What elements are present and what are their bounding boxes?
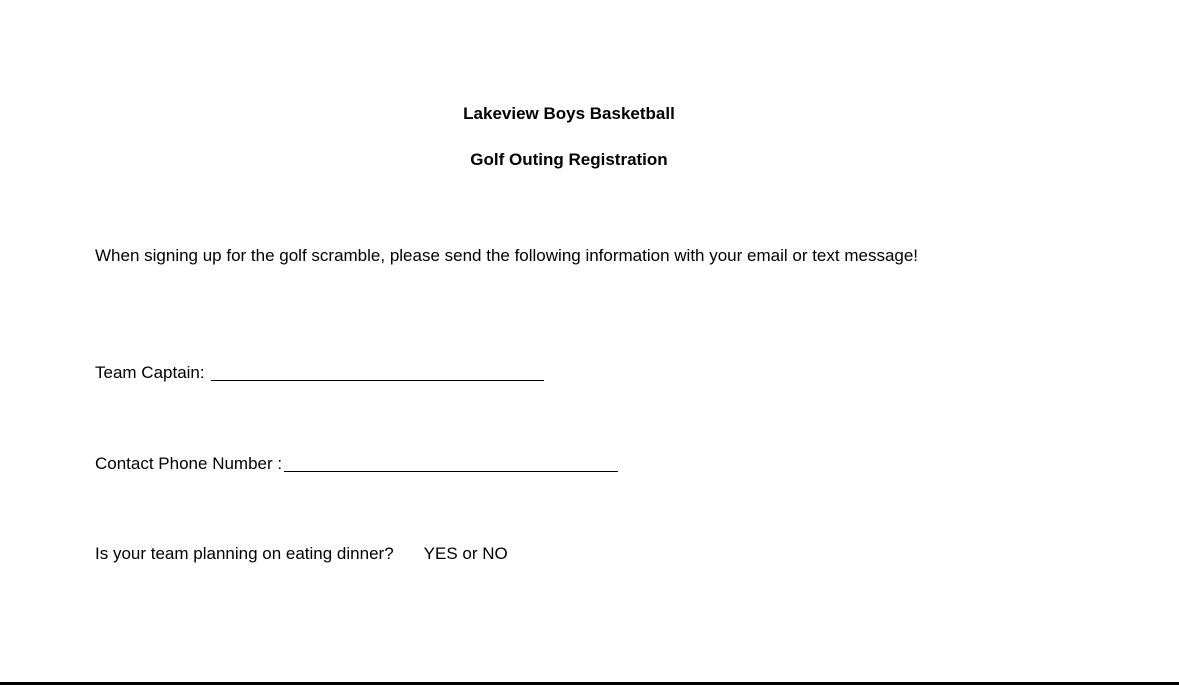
contact-phone-field [95, 453, 618, 474]
contact-phone-blank-line [284, 453, 618, 472]
dinner-question-label: Is your team planning on eating dinner? [95, 544, 394, 563]
team-captain-blank-line [211, 362, 544, 381]
dinner-options: YES or NO [423, 544, 508, 563]
contact-phone-label: Contact Phone Number : [95, 454, 283, 473]
document-subtitle: Golf Outing Registration [470, 150, 668, 169]
dinner-question-field [95, 544, 508, 564]
team-captain-label: Team Captain: [95, 363, 205, 382]
document-title: Lakeview Boys Basketball [463, 104, 675, 123]
instructions-paragraph: When signing up for the golf scramble, please send the following information with your email or text message! [95, 246, 919, 265]
team-captain-field [95, 362, 544, 383]
